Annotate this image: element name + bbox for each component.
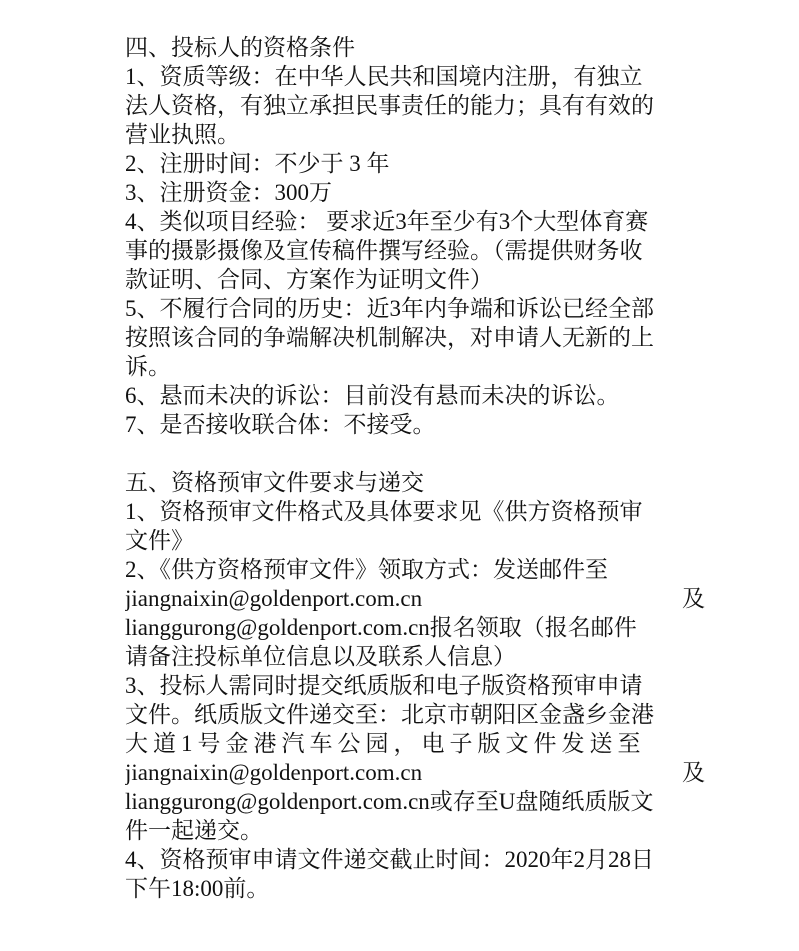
section-4-item-5-line-2: 按照该合同的争端解决机制解决，对申请人无新的上: [125, 325, 654, 350]
section-4-item-4-line-3: 款证明、合同、方案作为证明文件）: [125, 267, 493, 292]
section-5-item-1-line-2: 文件》: [125, 528, 194, 553]
section-5-item-4-line-1: 4、资格预审申请文件递交截止时间：2020年2月28日: [125, 847, 654, 872]
document-page: [125, 33, 705, 903]
section-4-item-1-line-2: 法人资格，有独立承担民事责任的能力；具有有效的: [125, 93, 654, 118]
section-4-heading: 四、投标人的资格条件: [125, 35, 355, 60]
section-5-item-1-line-1: 1、资格预审文件格式及具体要求见《供方资格预审: [125, 499, 643, 524]
section-5-item-4-line-2: 下午18:00前。: [125, 876, 270, 901]
section-4-item-4-line-2: 事的摄影摄像及宣传稿件撰写经验。（需提供财务收: [125, 238, 643, 263]
section-4-item-5-line-1: 5、不履行合同的历史：近3年内争端和诉讼已经全部: [125, 296, 654, 321]
email-jiangnaixin: jiangnaixin@goldenport.com.cn: [125, 760, 423, 785]
section-5-item-3-line-5: lianggurong@goldenport.com.cn或存至U盘随纸质版文: [125, 789, 654, 814]
email-jiangnaixin: jiangnaixin@goldenport.com.cn: [125, 586, 423, 611]
section-5-item-3-line-2: 文件。纸质版文件递交至：北京市朝阳区金盏乡金港: [125, 702, 654, 727]
section-spacer: [125, 439, 705, 468]
section-5-item-3-line-1: 3、投标人需同时提交纸质版和电子版资格预审申请: [125, 673, 643, 698]
section-5-item-2-line-3: lianggurong@goldenport.com.cn报名领取（报名邮件: [125, 615, 637, 640]
conjunction-and: 及: [682, 586, 705, 611]
section-4-item-1-line-1: 1、资质等级：在中华人民共和国境内注册，有独立: [125, 64, 643, 89]
section-5-heading: 五、资格预审文件要求与递交: [125, 470, 424, 495]
section-4-item-2: 2、注册时间：不少于 3 年: [125, 151, 390, 176]
section-4-item-3: 3、注册资金：300万: [125, 180, 332, 205]
section-5-item-2-email-row: [125, 584, 705, 613]
conjunction-and: 及: [682, 760, 705, 785]
section-4-item-5-line-3: 诉。: [125, 354, 171, 379]
section-5-item-3-line-3: 大道1号金港汽车公园，电子版文件发送至: [125, 731, 646, 756]
section-5-item-2-line-4: 请备注投标单位信息以及联系人信息）: [125, 644, 516, 669]
section-5-item-2-line-1: 2、《供方资格预审文件》领取方式：发送邮件至: [125, 557, 608, 582]
section-4-item-4-line-1: 4、类似项目经验： 要求近3年至少有3个大型体育赛: [125, 209, 649, 234]
section-4-item-6: 6、悬而未决的诉讼：目前没有悬而未决的诉讼。: [125, 383, 620, 408]
section-4-item-7: 7、是否接收联合体：不接受。: [125, 412, 436, 437]
section-4-item-1-line-3: 营业执照。: [125, 122, 240, 147]
section-5-item-3-line-6: 件一起递交。: [125, 818, 263, 843]
section-5-item-3-email-row: [125, 758, 705, 787]
